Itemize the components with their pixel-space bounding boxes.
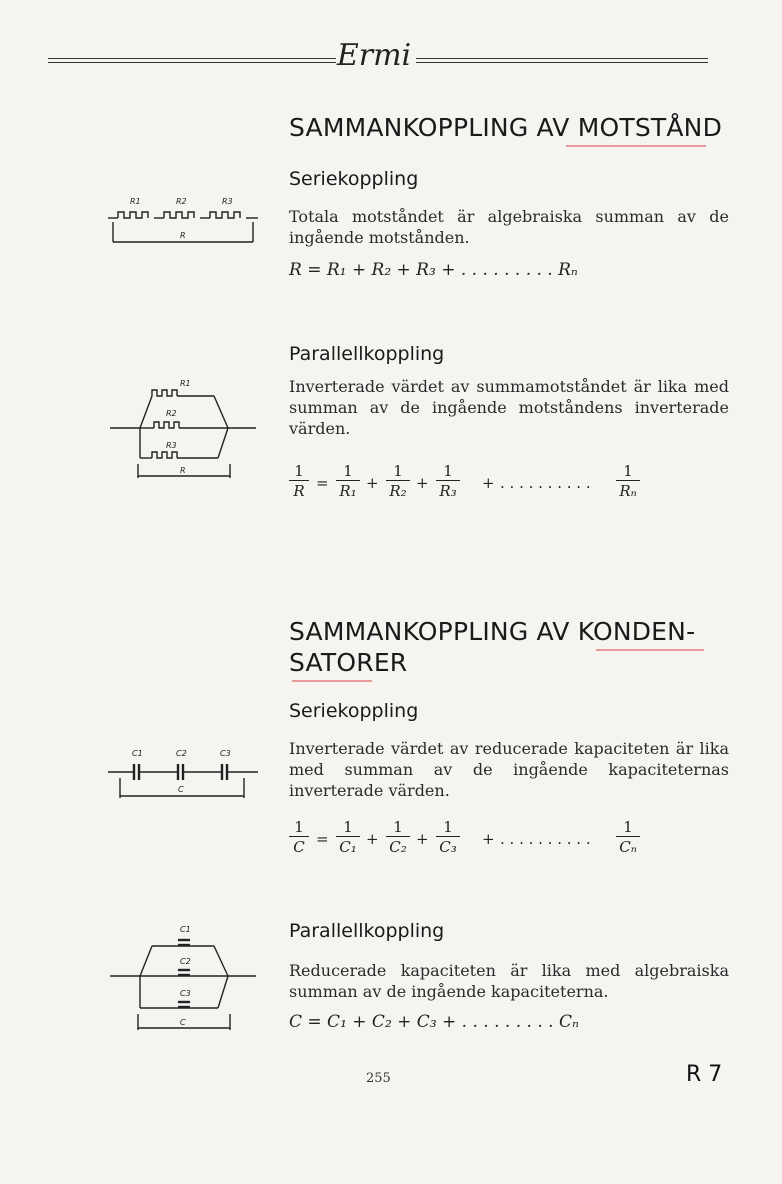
plus-sign: + — [366, 830, 379, 848]
diagram-label-c1: C1 — [180, 925, 191, 934]
fraction-1-over-c2: 1 C₂ — [386, 818, 410, 857]
diagram-label-c2: C2 — [176, 749, 187, 758]
capacitor-parallel-formula: C = C₁ + C₂ + C₃ + . . . . . . . . . Cₙ — [289, 1012, 579, 1032]
fraction-1-over-r: 1 R — [289, 462, 309, 501]
header-rule-right-2 — [416, 62, 708, 63]
title-accent-underline — [596, 649, 704, 651]
section-code: R 7 — [686, 1062, 723, 1087]
capacitor-serial-text: Inverterade värdet av reducerade kapaciteten är lika med summan av de ingående kapaciteternas inverterade värden. — [289, 739, 729, 800]
capacitor-serial-heading: Seriekoppling — [289, 700, 419, 722]
section-title-capacitors-line1 — [289, 617, 695, 646]
section-title-resistors — [289, 113, 722, 142]
diagram-label-r: R — [180, 231, 186, 240]
section-title-resistors-part2: MOTSTÅND — [577, 113, 723, 142]
fraction-1-over-cn: 1 Cₙ — [616, 818, 640, 857]
diagram-label-c: C — [178, 785, 184, 794]
diagram-label-r1: R1 — [130, 197, 141, 206]
section-title-resistors-part1: SAMMANKOPPLING AV — [289, 113, 578, 142]
diagram-label-c1: C1 — [132, 749, 143, 758]
plus-sign: + — [482, 830, 495, 848]
fraction-1-over-c3: 1 C₃ — [436, 818, 460, 857]
diagram-label-r3: R3 — [166, 441, 177, 450]
diagram-label-r2: R2 — [176, 197, 187, 206]
plus-sign: + — [366, 474, 379, 492]
diagram-label-r3: R3 — [222, 197, 233, 206]
resistor-parallel-diagram — [110, 378, 260, 488]
brand-logo: Ermi — [336, 38, 412, 73]
resistor-serial-text: Totala motståndet är algebraiska summan av de ingående motstånden. — [289, 207, 729, 247]
fraction-1-over-r3: 1 R₃ — [436, 462, 460, 501]
fraction-1-over-c1: 1 C₁ — [336, 818, 360, 857]
fraction-1-over-c: 1 C — [289, 818, 309, 857]
fraction-1-over-rn: 1 Rₙ — [616, 462, 640, 501]
diagram-label-r2: R2 — [166, 409, 177, 418]
fraction-1-over-r1: 1 R₁ — [336, 462, 360, 501]
section-title-capacitors-line2: SATORER — [289, 648, 408, 677]
header-rule-left-2 — [48, 62, 336, 63]
resistor-serial-heading: Seriekoppling — [289, 168, 419, 190]
ellipsis-dots: . . . . . . . . . . — [500, 830, 591, 848]
resistor-parallel-text: Inverterade värdet av summamotståndet är lika med summan av de ingående motståndens inverterade värden. — [289, 377, 729, 438]
diagram-label-c3: C3 — [180, 989, 191, 998]
diagram-label-r1: R1 — [180, 379, 191, 388]
capacitor-parallel-diagram — [110, 926, 260, 1046]
plus-sign: + — [416, 474, 429, 492]
page-number: 255 — [366, 1071, 391, 1086]
capacitor-parallel-heading: Parallellkoppling — [289, 920, 445, 942]
capacitor-parallel-text: Reducerade kapaciteten är lika med algebraiska summan av de ingående kapaciteterna. — [289, 961, 729, 1001]
header-rule-left-1 — [48, 58, 336, 59]
section-title-capacitors-part1: SAMMANKOPPLING AV — [289, 617, 578, 646]
resistor-serial-formula: R = R₁ + R₂ + R₃ + . . . . . . . . . Rₙ — [289, 260, 578, 280]
title-accent-underline — [566, 145, 706, 147]
plus-sign: + — [416, 830, 429, 848]
plus-sign: + — [482, 474, 495, 492]
diagram-label-c: C — [180, 1018, 186, 1027]
section-title-capacitors-part2: KONDEN- — [577, 617, 696, 646]
capacitor-series-diagram — [108, 746, 268, 806]
fraction-1-over-r2: 1 R₂ — [386, 462, 410, 501]
header-rule-right-1 — [416, 58, 708, 59]
equals-sign: = — [316, 830, 329, 848]
equals-sign: = — [316, 474, 329, 492]
resistor-parallel-heading: Parallellkoppling — [289, 343, 445, 365]
title-accent-underline — [292, 680, 372, 682]
ellipsis-dots: . . . . . . . . . . — [500, 474, 591, 492]
diagram-label-c2: C2 — [180, 957, 191, 966]
resistor-series-diagram — [108, 196, 268, 256]
diagram-label-r: R — [180, 466, 186, 475]
diagram-label-c3: C3 — [220, 749, 231, 758]
